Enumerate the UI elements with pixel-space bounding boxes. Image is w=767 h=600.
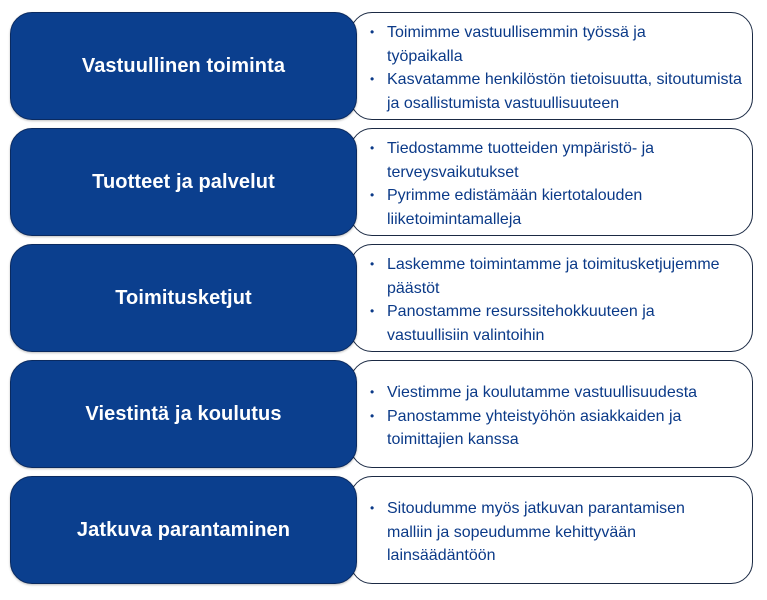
- row-viestinta-ja-koulutus: [0, 360, 767, 472]
- bullet-list: [351, 245, 752, 347]
- bullet-dot-icon: •: [370, 188, 375, 202]
- row-jatkuva-parantaminen: [0, 476, 767, 588]
- category-title: Tuotteet ja palvelut: [92, 170, 275, 193]
- bullet-item: • Viestimme ja koulutamme vastuullisuudesta: [387, 381, 747, 405]
- row-toimitusketjut: [0, 244, 767, 356]
- bullet-item: • Kasvatamme henkilöstön tietoisuutta, sitoutumista ja osallistumista vastuullisuuteen: [387, 68, 747, 115]
- bullet-item: • Laskemme toimintamme ja toimitusketjujemme päästöt: [387, 253, 747, 300]
- category-pill: [10, 244, 357, 352]
- row-tuotteet-ja-palvelut: [0, 128, 767, 240]
- category-pill: [10, 360, 357, 468]
- bullet-item: • Panostamme resurssitehokkuuteen ja vastuullisiin valintoihin: [387, 300, 717, 347]
- bullet-dot-icon: •: [370, 257, 375, 271]
- category-pill: [10, 476, 357, 584]
- bullet-item: • Toimimme vastuullisemmin työssä ja työpaikalla: [387, 21, 712, 68]
- bullet-list: [351, 129, 752, 231]
- bullet-list: [351, 361, 752, 452]
- bullet-dot-icon: •: [370, 501, 375, 515]
- bullet-card: [350, 476, 753, 584]
- bullet-list: [351, 13, 752, 115]
- category-title: Jatkuva parantaminen: [76, 518, 291, 541]
- bullet-item: • Sitoudumme myös jatkuvan parantamisen malliin ja sopeudumme kehittyvään lainsäädäntöön: [387, 497, 732, 568]
- bullet-dot-icon: •: [370, 141, 375, 155]
- bullet-item: • Pyrimme edistämään kiertotalouden liiketoimintamalleja: [387, 184, 707, 231]
- category-title: Toimitusketjut: [115, 286, 252, 309]
- bullet-item: • Tiedostamme tuotteiden ympäristö- ja terveysvaikutukset: [387, 137, 712, 184]
- bullet-card: [350, 244, 753, 352]
- bullet-card: [350, 128, 753, 236]
- bullet-dot-icon: •: [370, 25, 375, 39]
- bullet-card: [350, 12, 753, 120]
- bullet-dot-icon: •: [370, 385, 375, 399]
- bullet-item: • Panostamme yhteistyöhön asiakkaiden ja toimittajien kanssa: [387, 405, 717, 452]
- bullet-list: [351, 477, 752, 568]
- bullet-dot-icon: •: [370, 72, 375, 86]
- bullet-card: [350, 360, 753, 468]
- category-pill: [10, 12, 357, 120]
- category-pill: [10, 128, 357, 236]
- category-title: Viestintä ja koulutus: [85, 402, 282, 425]
- category-title: Vastuullinen toiminta: [81, 54, 286, 77]
- bullet-dot-icon: •: [370, 408, 375, 423]
- bullet-dot-icon: •: [370, 304, 375, 318]
- row-vastuullinen-toiminta: [0, 12, 767, 124]
